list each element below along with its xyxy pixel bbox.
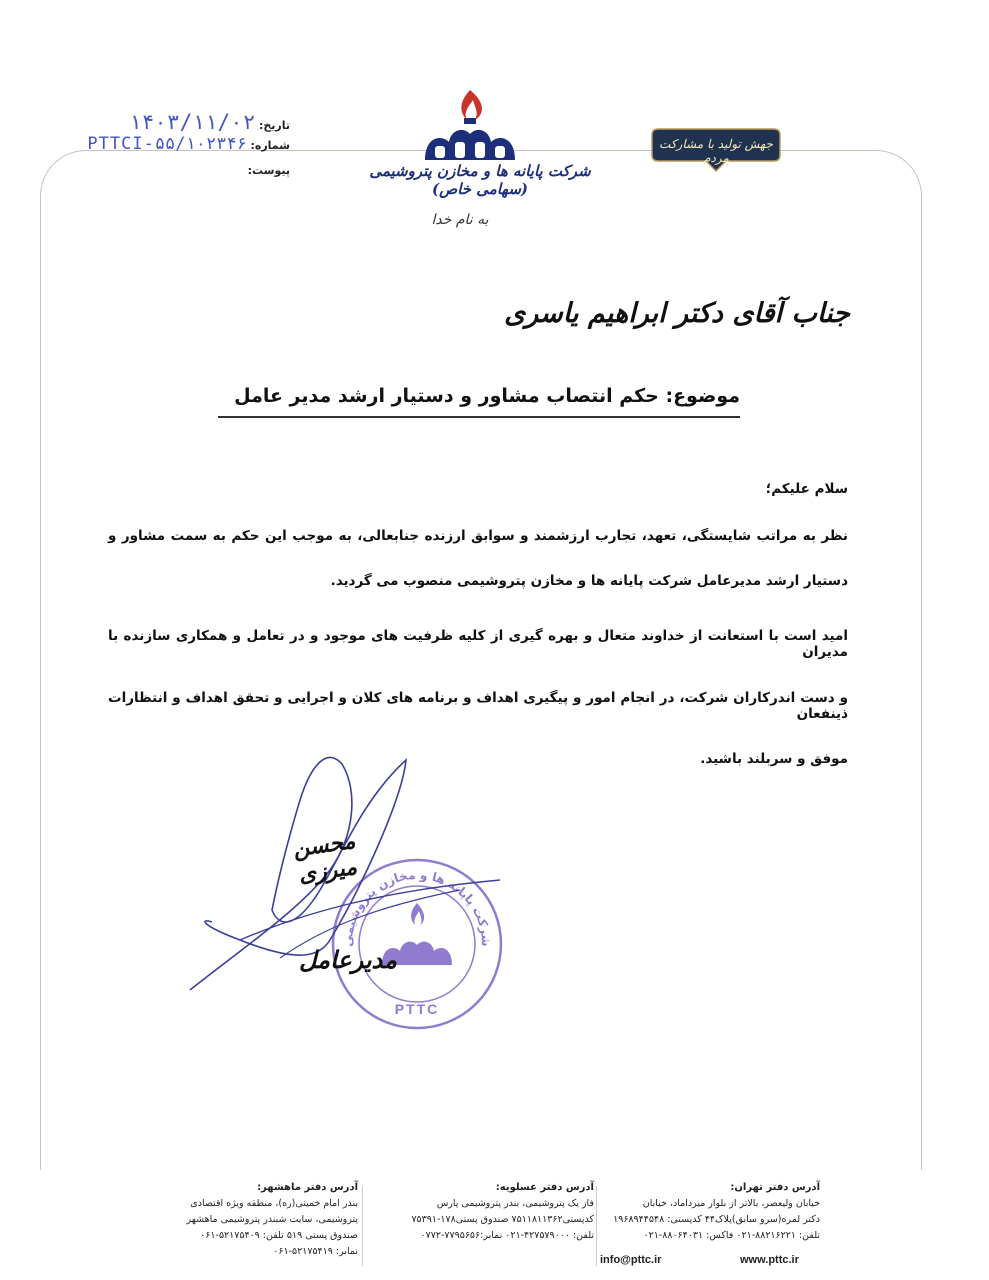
number-value: PTTCI-۵۵/۱۰۲۳۴۶ bbox=[87, 134, 247, 154]
stamp-ring-text: شرکت پایانه ها و مخازن پتروشیمی bbox=[340, 867, 494, 947]
greeting: سلام علیکم؛ bbox=[765, 481, 848, 497]
date-label: تاریخ: bbox=[258, 119, 290, 132]
footer-tehran-address bbox=[598, 1180, 820, 1244]
basmala: به نام خدا bbox=[431, 212, 489, 228]
footer-asaluyeh-line: فاز یک پتروشیمی، بندر پتروشیمی پارس bbox=[436, 1198, 594, 1209]
letter-subject: موضوع: حکم انتصاب مشاور و دستیار ارشد مدیر عامل bbox=[234, 385, 740, 407]
stamp-code: PTTC bbox=[394, 1001, 440, 1017]
number-row bbox=[87, 134, 290, 154]
footer-mahshahr-line: بندر امام خمینی(ره)، منطقه ویژه اقتصادی bbox=[190, 1198, 358, 1209]
footer-mahshahr-address bbox=[148, 1180, 358, 1260]
attachment-label: پیوست: bbox=[247, 164, 290, 177]
footer-divider bbox=[362, 1186, 363, 1266]
signer-title: مدیرعامل bbox=[298, 945, 398, 974]
date-value: ۱۴۰۳/۱۱/۰۲ bbox=[129, 110, 256, 134]
footer-asaluyeh-address bbox=[366, 1180, 594, 1244]
footer-asaluyeh-line: تلفن: ۴۲۷۵۷۹۰۰۰-۰۲۱ نمابر:۷۷۹۵۶۵۶-۰۷۷۲ bbox=[420, 1230, 594, 1241]
footer-website[interactable]: www.pttc.ir bbox=[740, 1254, 799, 1266]
footer-tehran-line: خیابان ولیعصر، بالاتر از بلوار میرداماد، خیابان bbox=[642, 1198, 820, 1209]
company-name: شرکت پایانه ها و مخازن پتروشیمی (سهامی خاص) bbox=[369, 162, 591, 198]
footer-asaluyeh-line: کدپستی۷۵۱۱۸۱۱۳۶۲ صندوق پستی۱۷۸-۷۵۳۹۱ bbox=[411, 1214, 594, 1225]
subject-underline bbox=[218, 416, 740, 418]
footer-tehran-title: آدرس دفتر تهران: bbox=[730, 1182, 820, 1193]
signer-name: محسن میرزی bbox=[291, 827, 359, 888]
footer-tehran-line: تلفن: ۸۸۲۱۶۲۲۱-۰۲۱ فاکس: ۸۸۰۶۴۰۳۱-۰۲۱ bbox=[643, 1230, 820, 1241]
campaign-badge-text: جهش تولید با مشارکت مردم bbox=[659, 137, 773, 165]
paragraph-line-3: امید است با استعانت از خداوند متعال و بهره گیری از کلیه ظرفیت های موجود و در تعامل و همکاری سازنده با مدیران bbox=[108, 628, 848, 660]
footer-divider bbox=[596, 1186, 597, 1266]
date-row bbox=[129, 110, 290, 134]
paragraph-line-5: موفق و سربلند باشید. bbox=[700, 751, 848, 767]
paragraph-line-1: نظر به مراتب شایستگی، تعهد، تجارب ارزشمند و سوابق ارزنده جنابعالی، به موجب این حکم به سمت مشاور و bbox=[108, 528, 848, 544]
recipient-name: جناب آقای دکتر ابراهیم یاسری bbox=[504, 298, 850, 329]
footer-tehran-line: دکتر لمره(سرو سابق)پلاک۴۴ کدپستی: ۱۹۶۸۹۴۴۵۴۸ bbox=[613, 1214, 820, 1225]
footer-mahshahr-line: نمابر: ۵۲۱۷۵۴۱۹-۰۶۱ bbox=[273, 1246, 358, 1257]
attachment-row bbox=[248, 164, 290, 177]
footer-mahshahr-line: صندوق پستی ۵۱۹ تلفن: ۵۲۱۷۵۴۰۹-۰۶۱ bbox=[200, 1230, 358, 1241]
footer-email[interactable]: info@pttc.ir bbox=[600, 1254, 662, 1266]
footer-mahshahr-title: آدرس دفتر ماهشهر: bbox=[257, 1182, 358, 1193]
number-label: شماره: bbox=[250, 139, 290, 152]
footer-asaluyeh-title: آدرس دفتر عسلویه: bbox=[495, 1182, 594, 1193]
footer-mahshahr-line: پتروشیمی، سایت شبندر پتروشیمی ماهشهر bbox=[186, 1214, 358, 1225]
paragraph-line-2: دستیار ارشد مدیرعامل شرکت پایانه ها و مخازن پتروشیمی منصوب می گردید. bbox=[330, 573, 848, 589]
paragraph-line-4: و دست اندرکاران شرکت، در انجام امور و پیگیری اهداف و برنامه های کلان و اجرایی و تحقق اهداف و انتظارات ذینفعان bbox=[108, 690, 848, 722]
